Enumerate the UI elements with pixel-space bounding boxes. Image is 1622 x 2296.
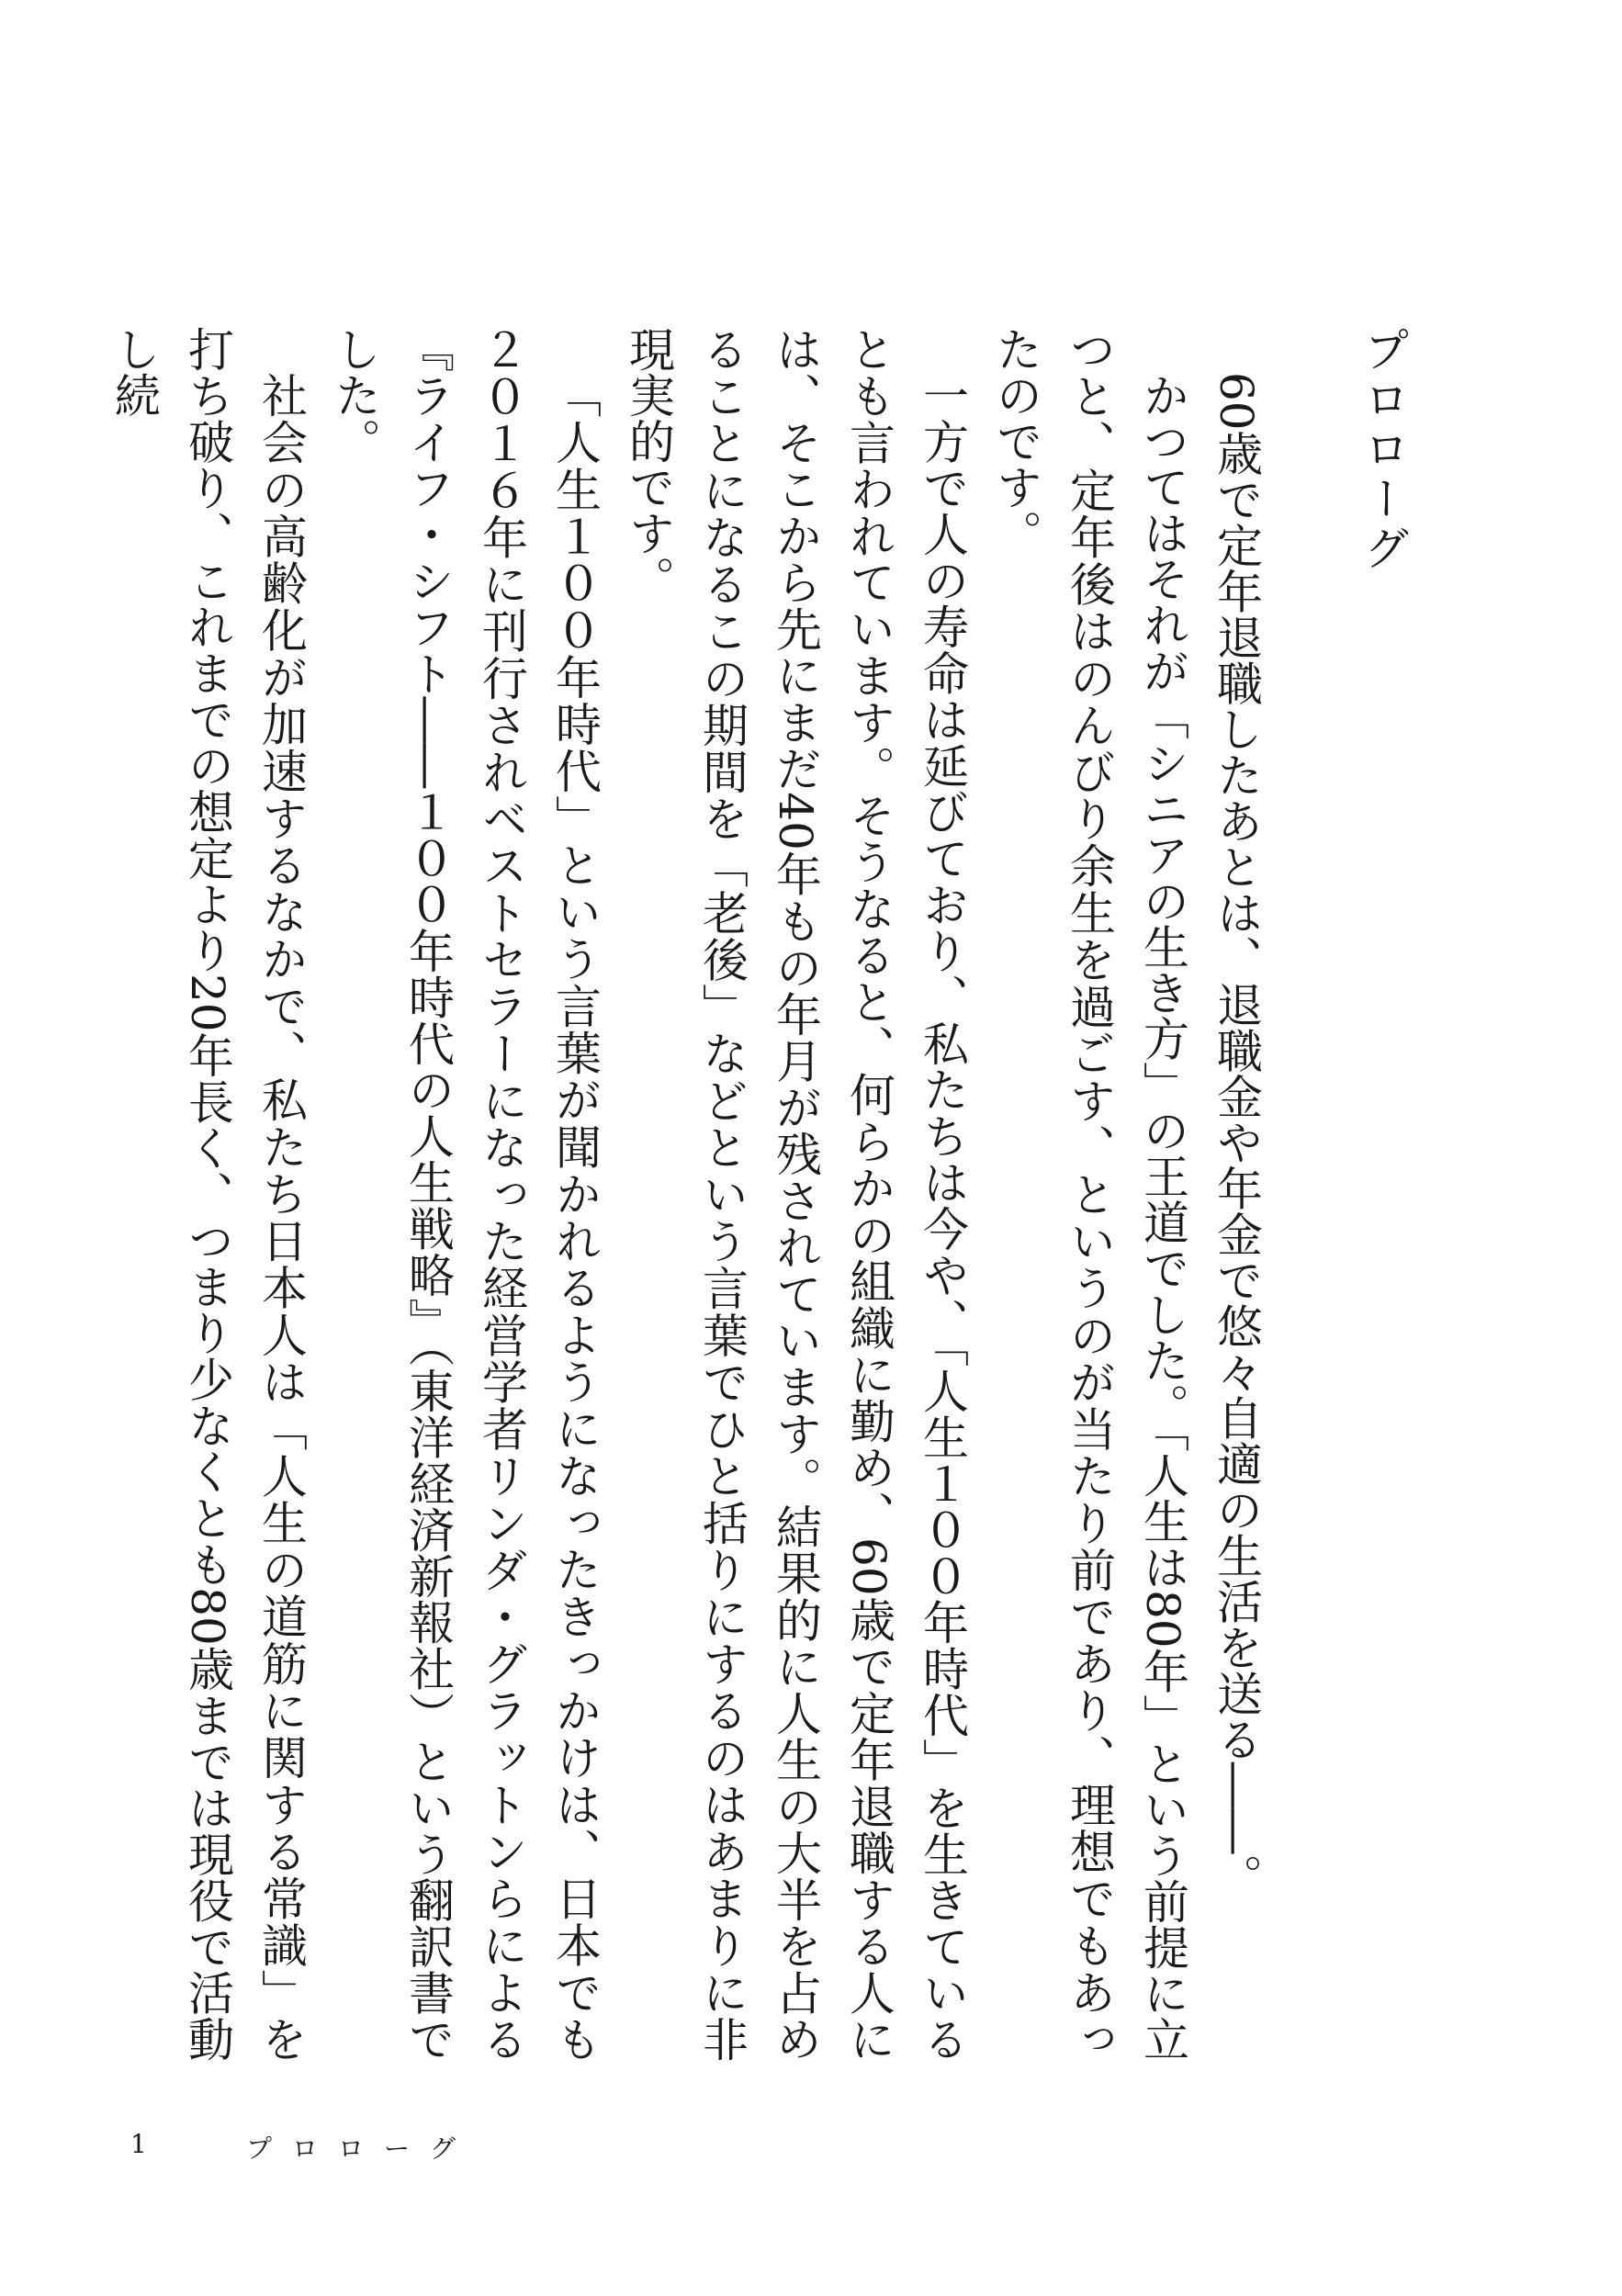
paragraph-4: 「人生１００年時代」という言葉が聞かれるようになったきっかけは、日本でも２０１６年に刊行されベストセラーになった経営学者リンダ・グラットンらによる『ライフ・シフト――１００年時代の人生戦略』（東洋経済新報社）という翻訳書でした。 [328,326,602,2063]
running-head: プロローグ [246,2133,477,2164]
page-footer [0,2129,1622,2166]
page-body [97,326,1420,2062]
page-number: 1 [130,2129,147,2159]
paragraph-3: 一方で人の寿命は延びており、私たちは今や、「人生１００年時代」を生きているとも言われています。そうなると、何らかの組織に勤め、60歳で定年退職する人には、そこから先にまだ40年もの年月が残されています。結果的に人生の大半を占めることになるこの期間を「老後」などという言葉でひと括りにするのはあまりに非現実的です。 [622,326,969,2062]
paragraph-2: かつてはそれが「シニアの生き方」の王道でした。「人生は80年」という前提に立つと、定年後はのんびり余生を過ごす、というのが当たり前であり、理想でもあったのです。 [989,326,1189,2062]
paragraph-5: 社会の高齢化が加速するなかで、私たち日本人は「人生の道筋に関する常識」を打ち破り、これまでの想定より20年長く、つまり少なくとも80歳までは現役で活動し続 [107,326,308,2062]
paragraph-1: 60歳で定年退職したあとは、退職金や年金で悠々自適の生活を送る――。 [1210,372,1263,1900]
chapter-title: プロローグ [1357,326,1410,574]
